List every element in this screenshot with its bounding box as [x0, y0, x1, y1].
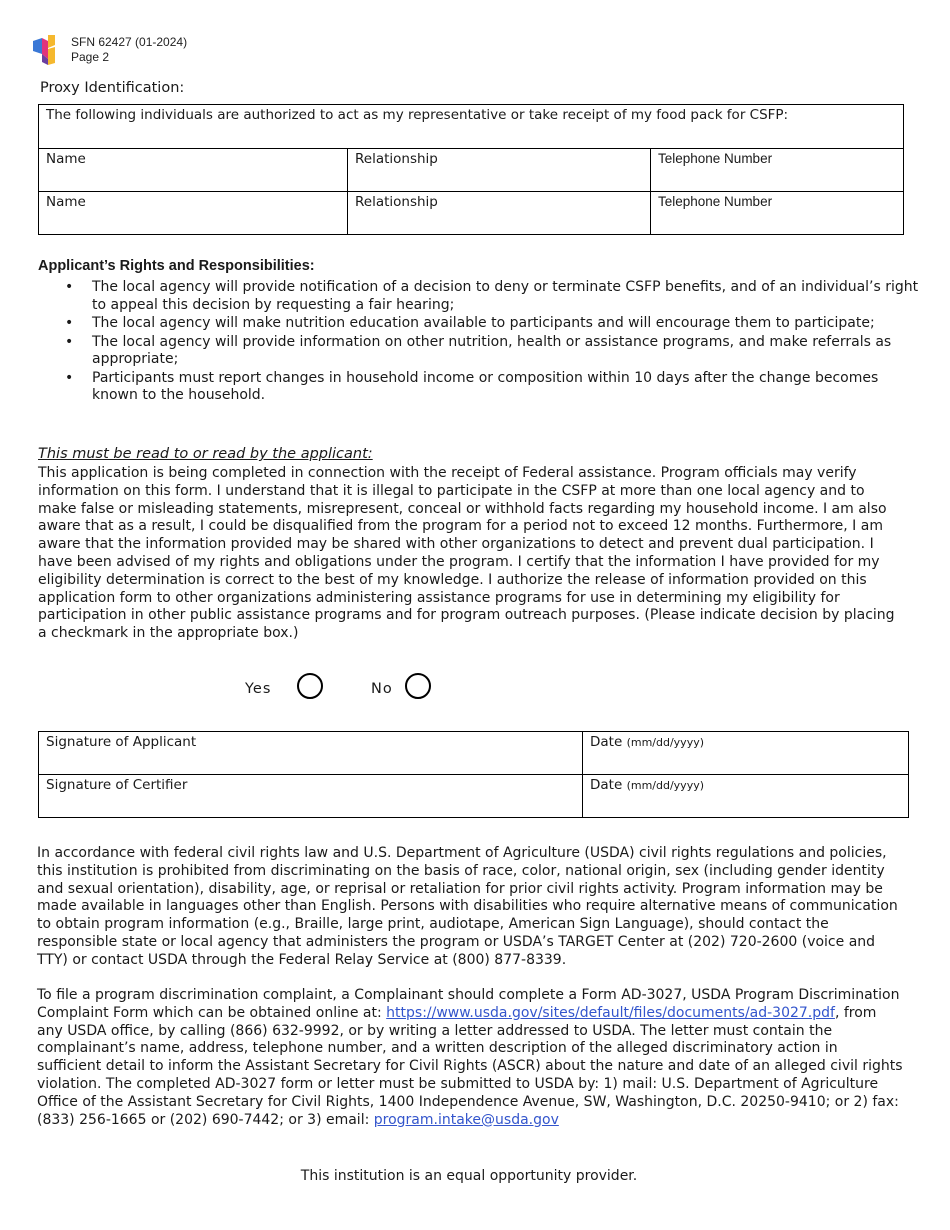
page-number: Page 2 [71, 50, 110, 64]
ad-3027-link[interactable]: https://www.usda.gov/sites/default/files/documents/ad-3027.pdf [386, 1004, 835, 1021]
proxy-name-field-1[interactable]: Name [39, 149, 348, 192]
proxy-row [39, 149, 904, 192]
proxy-relationship-field-2[interactable]: Relationship [348, 192, 651, 235]
complaint-instructions [37, 987, 905, 1129]
date-format-hint: (mm/dd/yyyy) [626, 779, 705, 792]
yes-label: Yes [245, 681, 272, 697]
applicant-signature-field[interactable] [39, 732, 583, 775]
notice-title: This must be read to or read by the applicant: [38, 446, 373, 462]
proxy-row [39, 192, 904, 235]
no-radio[interactable] [405, 673, 431, 699]
proxy-intro: The following individuals are authorized to act as my representative or take receipt of my food pack for CSFP: [39, 105, 904, 149]
proxy-section-title: Proxy Identification: [40, 80, 185, 96]
list-item: • The local agency will make nutrition education available to participants and will encourage them to participate; [92, 315, 922, 333]
civil-rights-statement: In accordance with federal civil rights law and U.S. Department of Agriculture (USDA) civil rights regulations and policies, this institution is prohibited from discriminating on the basis of race, color, national origin, sex (including gender identity and sexual orientation), disability, age, or reprisal or retaliation for prior civil rights activity. Program information may be made available in languages other than English. Persons with disabilities who require alternative means of communication to obtain program information (e.g., Braille, large print, audiotape, American Sign Language), should contact the responsible state or local agency that administers the program or USDA’s TARGET Center at (202) 720-2600 (voice and TTY) or contact USDA through the Federal Relay Service at (800) 877-8339. [37, 845, 898, 968]
proxy-table [38, 104, 904, 235]
yes-radio[interactable] [297, 673, 323, 699]
email-link[interactable]: program.intake@usda.gov [373, 1111, 559, 1128]
equal-opportunity-footer: This institution is an equal opportunity provider. [300, 1168, 638, 1184]
list-item: • Participants must report changes in household income or composition within 10 days after the change becomes known to the household. [92, 370, 922, 405]
certifier-signature-label: Signature of Certifier [46, 777, 188, 793]
list-item: • The local agency will provide notification of a decision to deny or terminate CSFP benefits, and of an individual’s right to appeal this decision by requesting a fair hearing; [92, 279, 922, 314]
date-label: Date [590, 734, 623, 750]
notice-body: This application is being completed in connection with the receipt of Federal assistance. Program officials may verify information on this form. I understand that it is illegal to participate in the CSFP at more than one local agency and to make false or misleading statements, misrepresent, conceal or withhold facts regarding my household income. I am also aware that as a result, I could be disqualified from the program for a period not to exceed 12 months. Furthermore, I am aware that the information provided may be shared with other organizations to detect and prevent dual participation. I have been advised of my rights and obligations under the program. I certify that the information I have provided for my eligibility determination is correct to the best of my knowledge. I authorize the release of information provided on this application form to other organizations administering assistance programs for use in determining my eligibility for participation in other public assistance programs and for program outreach purposes. (Please indicate decision by placing a checkmark in the appropriate box.) [38, 465, 895, 642]
applicant-signature-label: Signature of Applicant [46, 734, 197, 750]
list-item: • The local agency will provide information on other nutrition, health or assistance programs, and make referrals as appropriate; [92, 334, 922, 369]
certifier-signature-field[interactable] [39, 775, 583, 818]
signature-table [38, 731, 909, 818]
date-label: Date [590, 777, 623, 793]
complaint-text-rest: , from any USDA office, by calling (866) 632-9992, or by writing a letter addressed to USDA. The letter must contain the complainant’s name, address, telephone number, and a written description of the alleged discriminatory action in sufficient detail to inform the Assistant Secretary for Civil Rights (ASCR) about the nature and date of an alleged civil rights violation. The completed AD-3027 form or letter must be submitted to USDA by: 1) mail: U.S. Department of Agriculture Office of the Assistant Secretary for Civil Rights, 1400 Independence Avenue, SW, Washington, D.C. 20250-9410; or 2) fax: (833) 256-1665 or (202) 690-7442; or 3) email: [37, 1004, 903, 1128]
rights-title: Applicant’s Rights and Responsibilities: [38, 258, 315, 274]
form-id: SFN 62427 (01-2024) [71, 35, 188, 49]
applicant-date-field[interactable] [583, 732, 909, 775]
proxy-telephone-field-2[interactable]: Telephone Number [651, 192, 904, 235]
no-label: No [371, 681, 393, 697]
proxy-relationship-field-1[interactable]: Relationship [348, 149, 651, 192]
date-format-hint: (mm/dd/yyyy) [626, 736, 705, 749]
nd-logo-icon [33, 35, 57, 65]
proxy-telephone-field-1[interactable]: Telephone Number [651, 149, 904, 192]
complaint-text-start: To file a program discrimination complaint, a Complainant should complete a Form AD-3027, USDA Program Discrimination Complaint Form which can be obtained online at: [37, 987, 900, 1021]
certifier-date-field[interactable] [583, 775, 909, 818]
rights-list [38, 279, 922, 406]
proxy-name-field-2[interactable]: Name [39, 192, 348, 235]
